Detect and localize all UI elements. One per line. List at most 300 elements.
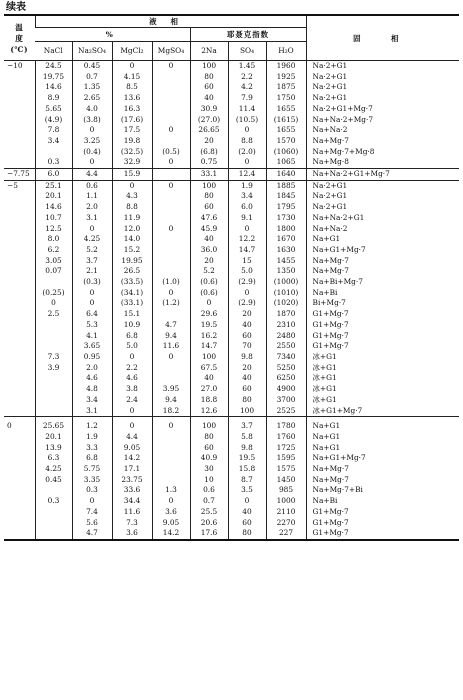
table-row [4, 384, 459, 395]
value-cell: 1450 [266, 475, 306, 486]
value-cell [35, 507, 72, 518]
value-cell: 80 [190, 191, 228, 202]
temperature-header: 温 度 (℃) [4, 15, 35, 61]
value-cell: 3.95 [152, 384, 190, 395]
value-cell: 60 [190, 202, 228, 213]
solid-phase-cell: Na+Mg·8 [306, 157, 459, 168]
temperature-cell [4, 331, 35, 342]
value-cell: 8.5 [112, 82, 152, 93]
value-cell: (34.1) [112, 288, 152, 299]
value-cell [152, 373, 190, 384]
temperature-cell [4, 72, 35, 83]
solid-phase-cell: Na+Na·2+G1 [306, 213, 459, 224]
value-cell: 9.8 [228, 443, 266, 454]
solid-phase-cell: 冰+G1 [306, 363, 459, 374]
temperature-cell [4, 432, 35, 443]
value-cell: 3.7 [228, 421, 266, 432]
value-cell: 0 [35, 298, 72, 309]
temperature-cell: −7.75 [4, 169, 35, 181]
value-cell: 1350 [266, 266, 306, 277]
solid-phase-cell: Bi+Mg·7 [306, 298, 459, 309]
value-cell [152, 266, 190, 277]
value-cell: 0 [152, 352, 190, 363]
value-cell: 0 [72, 157, 112, 168]
temperature-cell [4, 104, 35, 115]
value-cell: 0 [72, 224, 112, 235]
value-cell: 100 [190, 180, 228, 191]
value-cell: (0.4) [72, 147, 112, 158]
value-cell: 60 [190, 443, 228, 454]
temperature-cell [4, 518, 35, 529]
value-cell: (1060) [266, 147, 306, 158]
value-cell: 100 [190, 421, 228, 432]
value-cell: 26.5 [112, 266, 152, 277]
value-cell: 20 [190, 136, 228, 147]
value-cell: (1020) [266, 298, 306, 309]
value-cell: 36.0 [190, 245, 228, 256]
value-cell: 14.6 [35, 202, 72, 213]
value-cell: (33.1) [112, 298, 152, 309]
value-cell [35, 395, 72, 406]
table-row [4, 191, 459, 202]
value-cell: 14.7 [228, 245, 266, 256]
value-cell [152, 202, 190, 213]
value-cell [35, 320, 72, 331]
value-cell: 2550 [266, 341, 306, 352]
temperature-cell [4, 485, 35, 496]
value-cell: 0.45 [35, 475, 72, 486]
value-cell: 0 [72, 125, 112, 136]
value-cell: 2270 [266, 518, 306, 529]
solid-phase-cell: Na+Mg·7 [306, 475, 459, 486]
value-cell [35, 147, 72, 158]
value-cell: 4.1 [72, 331, 112, 342]
value-cell: 0 [152, 496, 190, 507]
temperature-cell [4, 384, 35, 395]
value-cell [152, 136, 190, 147]
value-cell: 5.8 [228, 432, 266, 443]
temperature-cell [4, 298, 35, 309]
value-cell: (2.9) [228, 298, 266, 309]
value-cell: 2.4 [112, 395, 152, 406]
solid-phase-cell: Na+Na·2 [306, 224, 459, 235]
value-cell: 3.5 [228, 485, 266, 496]
table-row [4, 256, 459, 267]
value-cell: 0.75 [190, 157, 228, 168]
data-table [4, 14, 459, 541]
table-row [4, 72, 459, 83]
value-cell: (1.0) [152, 277, 190, 288]
table-row [4, 82, 459, 93]
solid-phase-cell: G1+Mg·7 [306, 507, 459, 518]
value-cell: 9.05 [112, 443, 152, 454]
solid-phase-cell: Na+G1 [306, 432, 459, 443]
table-row [4, 528, 459, 540]
value-cell: 34.4 [112, 496, 152, 507]
solid-phase-cell: Na+Mg·7 [306, 266, 459, 277]
value-cell: 7.3 [35, 352, 72, 363]
value-cell: 60 [228, 331, 266, 342]
value-cell: 3.6 [152, 507, 190, 518]
value-cell: 1000 [266, 496, 306, 507]
value-cell: (10.5) [228, 115, 266, 126]
value-cell: (2.0) [228, 147, 266, 158]
value-cell: 80 [228, 395, 266, 406]
value-cell: (0.5) [152, 147, 190, 158]
value-cell: 2.1 [72, 266, 112, 277]
value-cell: 4.25 [35, 464, 72, 475]
solid-phase-cell: Na+G1 [306, 443, 459, 454]
value-cell: 33.1 [190, 169, 228, 181]
table-row [4, 115, 459, 126]
value-cell: 0 [152, 421, 190, 432]
value-cell: 60 [228, 518, 266, 529]
col-h2o: H₂O [266, 42, 306, 61]
table-row [4, 136, 459, 147]
value-cell: 5250 [266, 363, 306, 374]
solid-phase-cell: Na·2+G1 [306, 82, 459, 93]
janecke-index-header: 耶聂克指数 [190, 28, 306, 42]
table-row [4, 395, 459, 406]
temperature-cell [4, 202, 35, 213]
temperature-cell [4, 256, 35, 267]
value-cell: 47.6 [190, 213, 228, 224]
value-cell: 1570 [266, 136, 306, 147]
value-cell: 0 [228, 288, 266, 299]
value-cell: 40 [190, 373, 228, 384]
value-cell: 25.5 [190, 507, 228, 518]
value-cell: 13.6 [112, 93, 152, 104]
table-row [4, 331, 459, 342]
value-cell: 0 [152, 180, 190, 191]
value-cell: (0.3) [72, 277, 112, 288]
value-cell: 0.7 [190, 496, 228, 507]
value-cell: 30.9 [190, 104, 228, 115]
value-cell: 1870 [266, 309, 306, 320]
temperature-cell [4, 464, 35, 475]
value-cell: 1630 [266, 245, 306, 256]
table-row [4, 352, 459, 363]
value-cell: 227 [266, 528, 306, 540]
value-cell: 1780 [266, 421, 306, 432]
value-cell: 7340 [266, 352, 306, 363]
value-cell: (32.5) [112, 147, 152, 158]
temperature-cell [4, 125, 35, 136]
value-cell: 100 [190, 61, 228, 72]
value-cell: 16.3 [112, 104, 152, 115]
value-cell: 2310 [266, 320, 306, 331]
value-cell: 0.3 [35, 157, 72, 168]
value-cell: 0.95 [72, 352, 112, 363]
temperature-cell [4, 136, 35, 147]
value-cell: (1000) [266, 277, 306, 288]
value-cell: 1670 [266, 234, 306, 245]
temperature-cell [4, 443, 35, 454]
solid-phase-cell: Na·2+G1 [306, 202, 459, 213]
value-cell: 80 [228, 528, 266, 540]
value-cell: 1725 [266, 443, 306, 454]
table-row [4, 475, 459, 486]
col-so4: SO₄ [228, 42, 266, 61]
value-cell: 30 [190, 464, 228, 475]
solid-phase-cell: Na+Na·2+Mg·7 [306, 115, 459, 126]
value-cell [35, 485, 72, 496]
value-cell [152, 256, 190, 267]
table-row [4, 453, 459, 464]
temperature-cell [4, 147, 35, 158]
value-cell: 4.25 [72, 234, 112, 245]
value-cell: 4.0 [72, 104, 112, 115]
value-cell: (0.6) [190, 288, 228, 299]
solid-phase-cell: Na+Mg·7+Bi [306, 485, 459, 496]
value-cell: 4.2 [228, 82, 266, 93]
value-cell: 4.4 [72, 169, 112, 181]
table-row [4, 288, 459, 299]
value-cell: 3.05 [35, 256, 72, 267]
value-cell: 6.8 [72, 453, 112, 464]
solid-phase-cell: Na·2+G1 [306, 61, 459, 72]
value-cell: 3.25 [72, 136, 112, 147]
value-cell: 3.4 [228, 191, 266, 202]
value-cell: 2.2 [112, 363, 152, 374]
value-cell: 12.2 [228, 234, 266, 245]
solid-phase-header: 固 相 [306, 15, 459, 61]
value-cell: 0 [152, 125, 190, 136]
solid-phase-cell: Na+G1 [306, 234, 459, 245]
value-cell: (1010) [266, 288, 306, 299]
solid-phase-cell: 冰+G1 [306, 352, 459, 363]
table-row [4, 125, 459, 136]
value-cell: 6.3 [35, 453, 72, 464]
temperature-cell [4, 528, 35, 540]
value-cell [152, 169, 190, 181]
value-cell [152, 245, 190, 256]
value-cell: 20 [228, 363, 266, 374]
temperature-cell [4, 93, 35, 104]
solid-phase-cell: 冰+G1 [306, 373, 459, 384]
value-cell: 4.3 [112, 191, 152, 202]
value-cell: 2.2 [228, 72, 266, 83]
value-cell: 0 [228, 496, 266, 507]
value-cell: 17.5 [112, 125, 152, 136]
value-cell: 7.9 [228, 93, 266, 104]
solid-phase-cell: Na+G1+Mg·7 [306, 453, 459, 464]
value-cell [152, 234, 190, 245]
table-row [4, 320, 459, 331]
value-cell: 14.2 [152, 528, 190, 540]
value-cell: 15.1 [112, 309, 152, 320]
value-cell: 3.1 [72, 406, 112, 417]
value-cell: 3.8 [112, 384, 152, 395]
solid-phase-cell: Na·2+G1 [306, 180, 459, 191]
value-cell: 2.5 [35, 309, 72, 320]
temperature-cell [4, 288, 35, 299]
solid-phase-cell: Na+Mg·7+Mg·8 [306, 147, 459, 158]
table-row [4, 61, 459, 72]
table-row [4, 373, 459, 384]
value-cell: 0.6 [72, 180, 112, 191]
temperature-cell [4, 363, 35, 374]
solid-phase-cell: Na+Bi [306, 496, 459, 507]
value-cell: 11.9 [112, 213, 152, 224]
value-cell: 40 [228, 320, 266, 331]
value-cell: 18.8 [190, 395, 228, 406]
value-cell: 4.4 [112, 432, 152, 443]
value-cell: 2.0 [72, 202, 112, 213]
value-cell: 6.8 [112, 331, 152, 342]
value-cell: 9.1 [228, 213, 266, 224]
table-row [4, 202, 459, 213]
col-nacl: NaCl [35, 42, 72, 61]
table-row [4, 485, 459, 496]
value-cell: 3.35 [72, 475, 112, 486]
value-cell: 11.6 [112, 507, 152, 518]
solid-phase-cell: G1+Mg·7 [306, 309, 459, 320]
value-cell: 19.5 [190, 320, 228, 331]
value-cell: 19.95 [112, 256, 152, 267]
value-cell: 0 [112, 421, 152, 432]
temperature-cell: −10 [4, 61, 35, 72]
value-cell [35, 528, 72, 540]
value-cell: (27.0) [190, 115, 228, 126]
table-row [4, 309, 459, 320]
table-row [4, 157, 459, 168]
value-cell: 3.6 [112, 528, 152, 540]
value-cell: 0.3 [72, 485, 112, 496]
value-cell [152, 432, 190, 443]
value-cell: 80 [190, 72, 228, 83]
value-cell: 14.0 [112, 234, 152, 245]
value-cell: 13.9 [35, 443, 72, 454]
value-cell: 0.7 [72, 72, 112, 83]
col-na2so4: Na₂SO₄ [72, 42, 112, 61]
value-cell: 3.3 [72, 443, 112, 454]
continued-label: 续表 [6, 2, 26, 13]
solid-phase-cell: G1+Mg·7 [306, 331, 459, 342]
value-cell [152, 93, 190, 104]
value-cell: 80 [190, 432, 228, 443]
value-cell: 0.07 [35, 266, 72, 277]
value-cell: 1925 [266, 72, 306, 83]
value-cell: 20 [190, 256, 228, 267]
table-row [4, 464, 459, 475]
temperature-cell [4, 395, 35, 406]
table-row [4, 93, 459, 104]
value-cell: 4.8 [72, 384, 112, 395]
temperature-cell [4, 266, 35, 277]
value-cell: 2110 [266, 507, 306, 518]
value-cell: 0 [112, 406, 152, 417]
value-cell [152, 363, 190, 374]
value-cell: 6250 [266, 373, 306, 384]
temperature-cell [4, 496, 35, 507]
solid-phase-cell: Na+Mg·7 [306, 256, 459, 267]
temperature-cell [4, 507, 35, 518]
solid-phase-cell: Na+Na·2+G1+Mg·7 [306, 169, 459, 181]
value-cell: 7.8 [35, 125, 72, 136]
value-cell: 0 [112, 61, 152, 72]
value-cell: 12.0 [112, 224, 152, 235]
value-cell: 6.0 [228, 202, 266, 213]
value-cell: 70 [228, 341, 266, 352]
value-cell: 5.3 [72, 320, 112, 331]
value-cell [35, 341, 72, 352]
value-cell: 1875 [266, 82, 306, 93]
temperature-cell [4, 277, 35, 288]
value-cell [35, 331, 72, 342]
value-cell: 25.1 [35, 180, 72, 191]
value-cell: 25.65 [35, 421, 72, 432]
value-cell: 5.2 [72, 245, 112, 256]
value-cell: 20.1 [35, 432, 72, 443]
table-row [4, 443, 459, 454]
value-cell: 985 [266, 485, 306, 496]
solid-phase-cell: Na·2+G1 [306, 93, 459, 104]
table-row [4, 245, 459, 256]
value-cell: 5.0 [112, 341, 152, 352]
value-cell: 1640 [266, 169, 306, 181]
table-row [4, 406, 459, 417]
value-cell: 10 [190, 475, 228, 486]
value-cell: 14.7 [190, 341, 228, 352]
value-cell: 1575 [266, 464, 306, 475]
value-cell: 1885 [266, 180, 306, 191]
solid-phase-cell: Na+G1+Mg·7 [306, 245, 459, 256]
value-cell: 8.8 [228, 136, 266, 147]
value-cell: 3.65 [72, 341, 112, 352]
value-cell: 0 [152, 288, 190, 299]
value-cell: 15.9 [112, 169, 152, 181]
temperature-cell [4, 309, 35, 320]
value-cell: (3.8) [72, 115, 112, 126]
value-cell: 0 [112, 180, 152, 191]
value-cell: 1.2 [72, 421, 112, 432]
value-cell [152, 115, 190, 126]
value-cell: 9.8 [228, 352, 266, 363]
value-cell: 12.4 [228, 169, 266, 181]
value-cell [152, 191, 190, 202]
value-cell: 1.1 [72, 191, 112, 202]
solid-phase-cell: Na+Bi+Mg·7 [306, 277, 459, 288]
table-row [4, 224, 459, 235]
value-cell: 60 [228, 384, 266, 395]
value-cell: 8.0 [35, 234, 72, 245]
liquid-phase-header: 液相 [35, 15, 306, 28]
value-cell: 1655 [266, 104, 306, 115]
table-row [4, 298, 459, 309]
value-cell: 29.6 [190, 309, 228, 320]
value-cell: 0 [152, 61, 190, 72]
value-cell: 20 [228, 309, 266, 320]
value-cell: 15 [228, 256, 266, 267]
temperature-cell [4, 341, 35, 352]
value-cell: 32.9 [112, 157, 152, 168]
value-cell: 6.2 [35, 245, 72, 256]
value-cell: 19.8 [112, 136, 152, 147]
value-cell: 1595 [266, 453, 306, 464]
table-row [4, 213, 459, 224]
value-cell [35, 373, 72, 384]
value-cell: (2.9) [228, 277, 266, 288]
value-cell: (1.2) [152, 298, 190, 309]
value-cell: 19.75 [35, 72, 72, 83]
value-cell: 4.15 [112, 72, 152, 83]
solid-phase-cell: G1+Mg·7 [306, 320, 459, 331]
value-cell: 10.9 [112, 320, 152, 331]
solid-phase-cell: 冰+G1 [306, 384, 459, 395]
temperature-cell [4, 157, 35, 168]
table-row [4, 180, 459, 191]
